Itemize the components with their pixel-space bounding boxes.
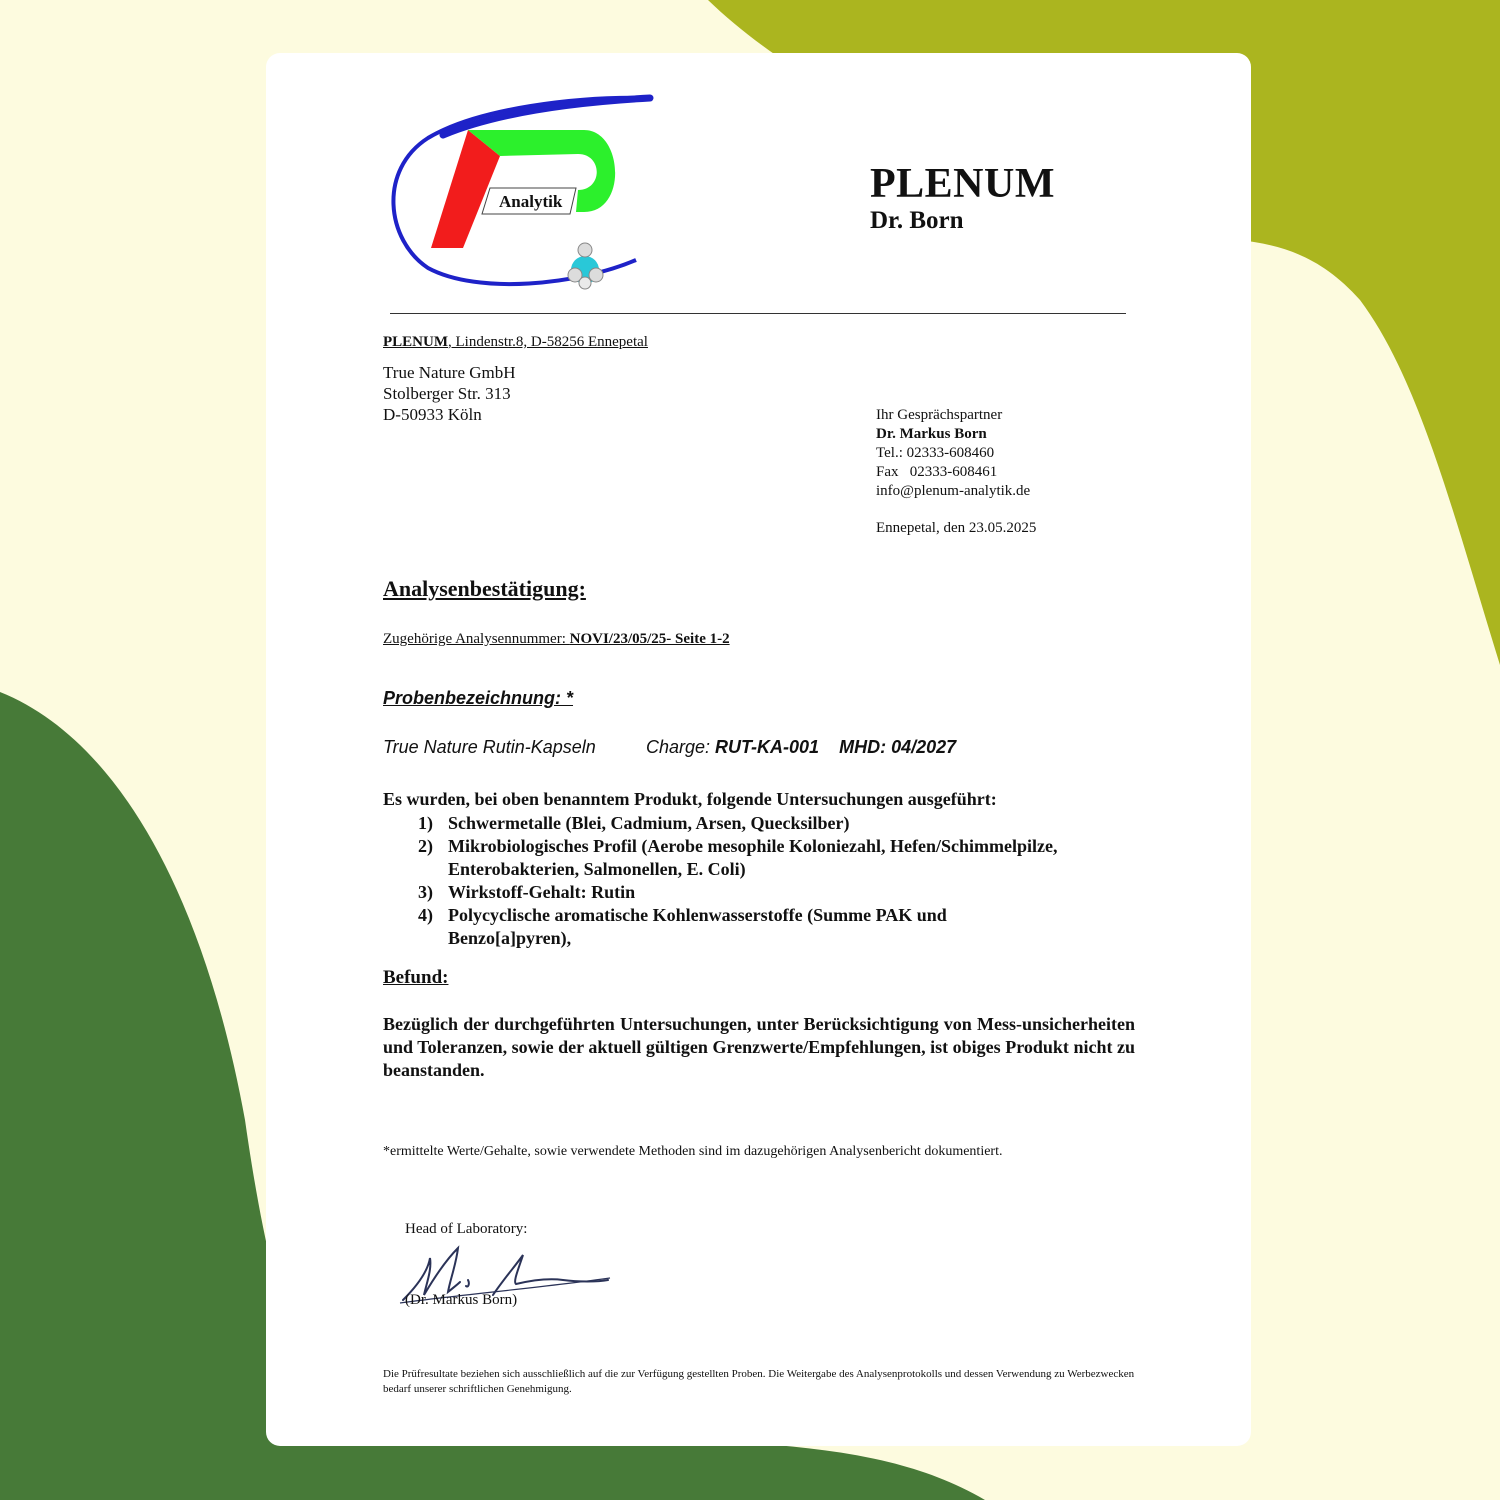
- footnote: *ermittelte Werte/Gehalte, sowie verwendete Methoden sind im dazugehörigen Analysenbericht dokumentiert.: [383, 1144, 1003, 1159]
- product-name: True Nature Rutin-Kapseln: [383, 737, 596, 757]
- list-item: [418, 812, 1138, 835]
- analysis-number-label: Zugehörige Analysennummer:: [383, 631, 570, 647]
- befund-heading: Befund:: [383, 967, 449, 988]
- list-number: 3): [418, 882, 433, 902]
- list-text: Wirkstoff-Gehalt: Rutin: [448, 882, 636, 902]
- logo-label: Analytik: [499, 192, 563, 211]
- list-text: Mikrobiologisches Profil (Aerobe mesophile Koloniezahl, Hefen/Schimmelpilze, Enterobakterien, Salmonellen, E. Coli): [448, 836, 1058, 879]
- contact-email: info@plenum-analytik.de: [876, 483, 1031, 499]
- mhd-value: MHD: 04/2027: [839, 737, 957, 757]
- sender-address: , Lindenstr.8, D-58256 Ennepetal: [448, 334, 648, 350]
- analysis-number: [383, 631, 730, 648]
- signature-name: (Dr. Markus Born): [405, 1292, 518, 1308]
- document-heading: Analysenbestätigung:: [383, 576, 586, 601]
- disclaimer: Die Prüfresultate beziehen sich ausschließlich auf die zur Verfügung gestellten Proben. Die Weitergabe des Analysenprotokolls und dessen Verwendung zu Werbezwecken bedarf unserer schriftlichen Genehmigung.: [383, 1368, 1135, 1395]
- contact-block: [876, 406, 1030, 501]
- recipient-address: [383, 362, 516, 425]
- tests-intro: Es wurden, bei oben benanntem Produkt, folgende Untersuchungen ausgeführt:: [383, 789, 997, 809]
- list-item: [418, 835, 1138, 881]
- list-number: 1): [418, 813, 433, 833]
- contact-tel: Tel.: 02333-608460: [876, 445, 995, 461]
- letterhead-subtitle: Dr. Born: [870, 207, 964, 234]
- contact-name: Dr. Markus Born: [876, 426, 987, 442]
- sender-line: [383, 334, 648, 351]
- list-number: 2): [418, 836, 433, 856]
- sender-name: PLENUM: [383, 334, 448, 350]
- charge-info: [646, 737, 956, 758]
- recipient-line: True Nature GmbH: [383, 363, 516, 382]
- list-item: [418, 881, 1138, 904]
- list-text: Schwermetalle (Blei, Cadmium, Arsen, Quecksilber): [448, 813, 850, 833]
- sample-label: Probenbezeichnung: *: [383, 688, 574, 708]
- contact-fax: Fax 02333-608461: [876, 464, 998, 480]
- befund-text: Bezüglich der durchgeführten Untersuchungen, unter Berücksichtigung von Mess-unsicherheiten und Toleranzen, sowie der aktuell gültigen Grenzwerte/Empfehlungen, ist obiges Produkt nicht zu beanstanden.: [383, 1014, 1135, 1080]
- list-number: 4): [418, 905, 433, 925]
- contact-label: Ihr Gesprächspartner: [876, 407, 1003, 423]
- recipient-line: D-50933 Köln: [383, 405, 482, 424]
- date-line: Ennepetal, den 23.05.2025: [876, 520, 1037, 536]
- plenum-analytik-logo: [388, 90, 658, 295]
- letterhead-title: PLENUM: [870, 161, 1055, 207]
- header-divider: [390, 313, 1126, 314]
- list-text: Polycyclische aromatische Kohlenwasserstoffe (Summe PAK und Benzo[a]pyren),: [448, 905, 947, 948]
- charge-value: RUT-KA-001: [715, 737, 820, 757]
- signature-label: Head of Laboratory:: [405, 1221, 528, 1237]
- analysis-number-value: NOVI/23/05/25- Seite 1-2: [569, 631, 730, 647]
- tests-list: [418, 812, 1138, 950]
- list-item: [418, 904, 1138, 950]
- recipient-line: Stolberger Str. 313: [383, 384, 511, 403]
- charge-label: Charge:: [646, 737, 716, 757]
- molecule-icon: [568, 243, 603, 289]
- sample-details: [383, 737, 957, 758]
